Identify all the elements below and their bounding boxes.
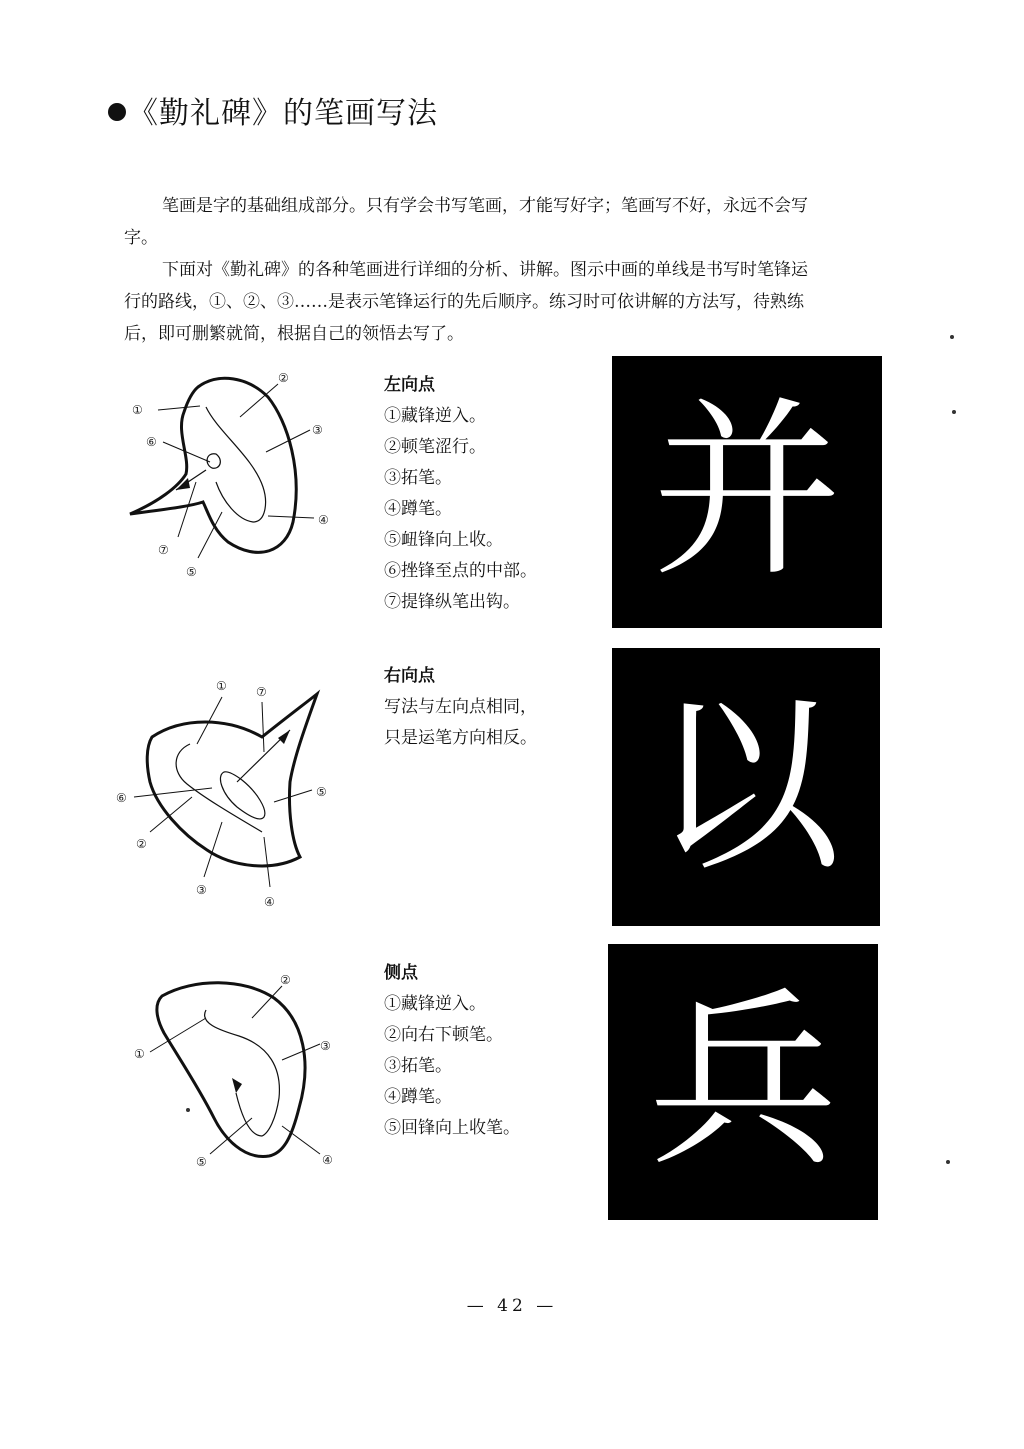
step-item: ①藏锋逆入。	[384, 406, 486, 426]
section-heading: 右向点	[384, 666, 435, 686]
intro-text	[124, 190, 824, 350]
step-item: ④蹲笔。	[384, 499, 452, 519]
diagram-label: ⑦	[256, 685, 267, 699]
bullet-icon	[108, 103, 126, 121]
example-character: 以	[650, 676, 841, 897]
example-character: 并	[651, 381, 842, 602]
diagram-label: ⑤	[186, 565, 197, 579]
diagram-label: ④	[322, 1153, 333, 1167]
diagram-label: ⑥	[116, 791, 127, 805]
step-item: ⑦提锋纵笔出钩。	[384, 592, 520, 612]
right-dot-diagram	[112, 672, 352, 912]
diagram-label: ④	[264, 895, 275, 909]
right-dot-text	[384, 661, 594, 754]
diagram-label: ③	[320, 1039, 331, 1053]
diagram-label: ③	[312, 423, 323, 437]
section-heading: 侧点	[384, 963, 418, 983]
page-title	[108, 88, 438, 132]
intro-paragraph-2: 下面对《勤礼碑》的各种笔画进行详细的分析、讲解。图示中画的单线是书写时笔锋运行的路线，①、②、③……是表示笔锋运行的先后顺序。练习时可依讲解的方法写，待熟练后，即可删繁就简，根据自己的领悟去写了。	[124, 260, 808, 344]
diagram-label: ②	[280, 973, 291, 987]
page-number: — 42 —	[466, 1296, 558, 1316]
diagram-label: ②	[278, 371, 289, 385]
diagram-label: ①	[134, 1047, 145, 1061]
example-plate	[612, 648, 880, 926]
example-plate	[612, 356, 882, 628]
side-dot-text	[384, 958, 594, 1144]
diagram-label: ③	[196, 883, 207, 897]
diagram-label: ①	[132, 403, 143, 417]
step-item: ①藏锋逆入。	[384, 994, 486, 1014]
step-item: ②向右下顿笔。	[384, 1025, 503, 1045]
step-item: 只是运笔方向相反。	[384, 728, 537, 748]
page-title-text: 《勤礼碑》的笔画写法	[128, 96, 438, 131]
step-item: 写法与左向点相同，	[384, 697, 537, 717]
scan-speck	[950, 335, 954, 339]
diagram-label: ②	[136, 837, 147, 851]
step-item: ②顿笔涩行。	[384, 437, 486, 457]
step-item: ⑤衄锋向上收。	[384, 530, 503, 550]
diagram-label: ①	[216, 679, 227, 693]
diagram-label: ⑥	[146, 435, 157, 449]
example-character: 兵	[647, 971, 838, 1192]
diagram-label: ⑤	[316, 785, 327, 799]
left-dot-diagram	[118, 362, 348, 587]
diagram-label: ⑤	[196, 1155, 207, 1169]
intro-paragraph-1: 笔画是字的基础组成部分。只有学会书写笔画，才能写好字；笔画写不好，永远不会写字。	[124, 196, 808, 248]
step-item: ④蹲笔。	[384, 1087, 452, 1107]
diagram-label: ⑦	[158, 543, 169, 557]
scan-speck	[946, 1160, 950, 1164]
step-item: ⑤回锋向上收笔。	[384, 1118, 520, 1138]
scan-speck	[186, 1108, 190, 1112]
step-item: ③拓笔。	[384, 468, 452, 488]
left-dot-text	[384, 370, 594, 618]
step-item: ⑥挫锋至点的中部。	[384, 561, 537, 581]
example-plate	[608, 944, 878, 1220]
diagram-label: ④	[318, 513, 329, 527]
step-item: ③拓笔。	[384, 1056, 452, 1076]
scan-speck	[952, 410, 956, 414]
side-dot-diagram	[124, 968, 354, 1178]
section-heading: 左向点	[384, 375, 435, 395]
